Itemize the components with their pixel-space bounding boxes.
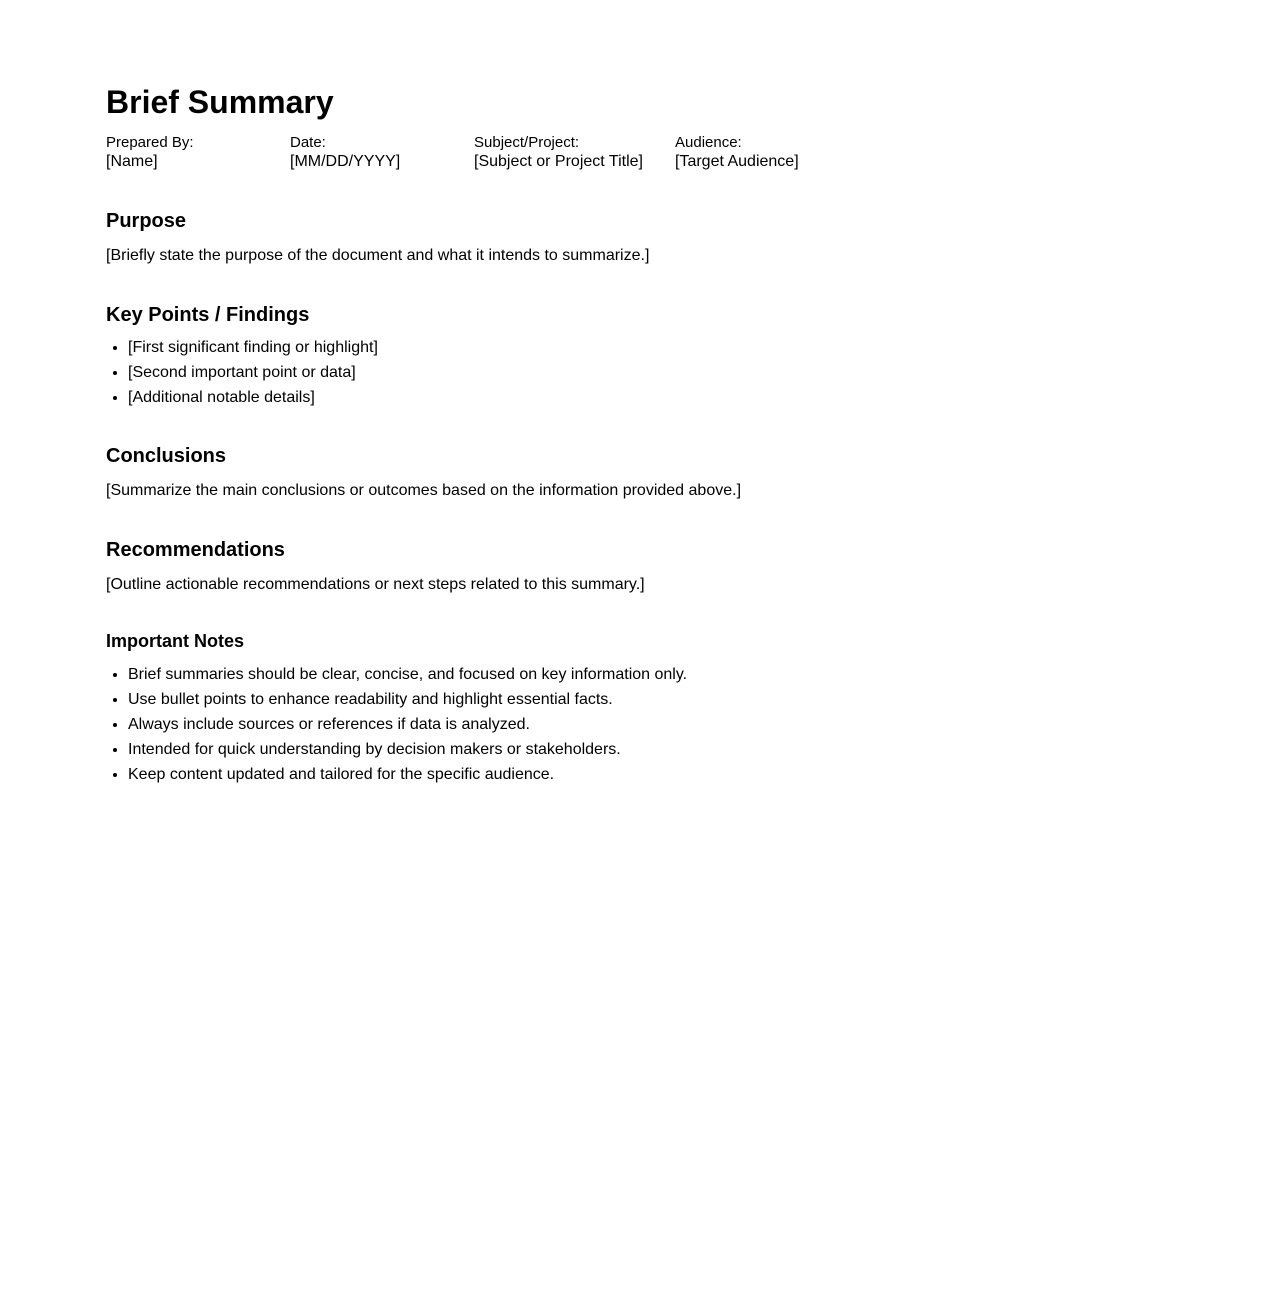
list-item: • [Additional notable details] <box>128 385 1278 410</box>
bullet-list <box>106 662 1278 787</box>
list-item: • [First significant finding or highlight] <box>128 335 1278 360</box>
meta-value: [Subject or Project Title] <box>474 153 643 170</box>
meta-audience <box>675 134 875 172</box>
metadata-row <box>106 134 1278 172</box>
section-conclusions <box>106 444 1278 501</box>
meta-prepared-by <box>106 134 290 172</box>
section-heading: Recommendations <box>106 539 285 561</box>
meta-label: Subject/Project: <box>474 134 580 151</box>
section-text: [Summarize the main conclusions or outcomes based on the information provided above.] <box>106 482 742 499</box>
meta-subject <box>474 134 675 172</box>
meta-label: Prepared By: <box>106 134 194 151</box>
section-key-points <box>106 303 1278 410</box>
section-text: [Outline actionable recommendations or next steps related to this summary.] <box>106 576 645 593</box>
section-heading: Key Points / Findings <box>106 304 310 326</box>
list-item: • Keep content updated and tailored for the specific audience. <box>128 762 1278 787</box>
section-heading: Important Notes <box>106 631 245 651</box>
document-title: Brief Summary <box>106 84 334 120</box>
meta-label: Date: <box>290 134 326 151</box>
list-item: • [Second important point or data] <box>128 360 1278 385</box>
section-text: [Briefly state the purpose of the document and what it intends to summarize.] <box>106 247 650 264</box>
section-recommendations <box>106 538 1278 595</box>
list-item: • Use bullet points to enhance readability and highlight essential facts. <box>128 687 1278 712</box>
meta-value: [Name] <box>106 153 158 170</box>
meta-value: [MM/DD/YYYY] <box>290 153 401 170</box>
bullet-list <box>106 335 1278 410</box>
meta-value: [Target Audience] <box>675 153 799 170</box>
section-important-notes <box>106 630 1278 787</box>
meta-label: Audience: <box>675 134 742 151</box>
meta-date <box>290 134 474 172</box>
section-purpose <box>106 209 1278 266</box>
section-heading: Purpose <box>106 210 187 232</box>
list-item: • Intended for quick understanding by decision makers or stakeholders. <box>128 737 1278 762</box>
list-item: • Always include sources or references if data is analyzed. <box>128 712 1278 737</box>
list-item: • Brief summaries should be clear, concise, and focused on key information only. <box>128 662 1278 687</box>
section-heading: Conclusions <box>106 445 227 467</box>
